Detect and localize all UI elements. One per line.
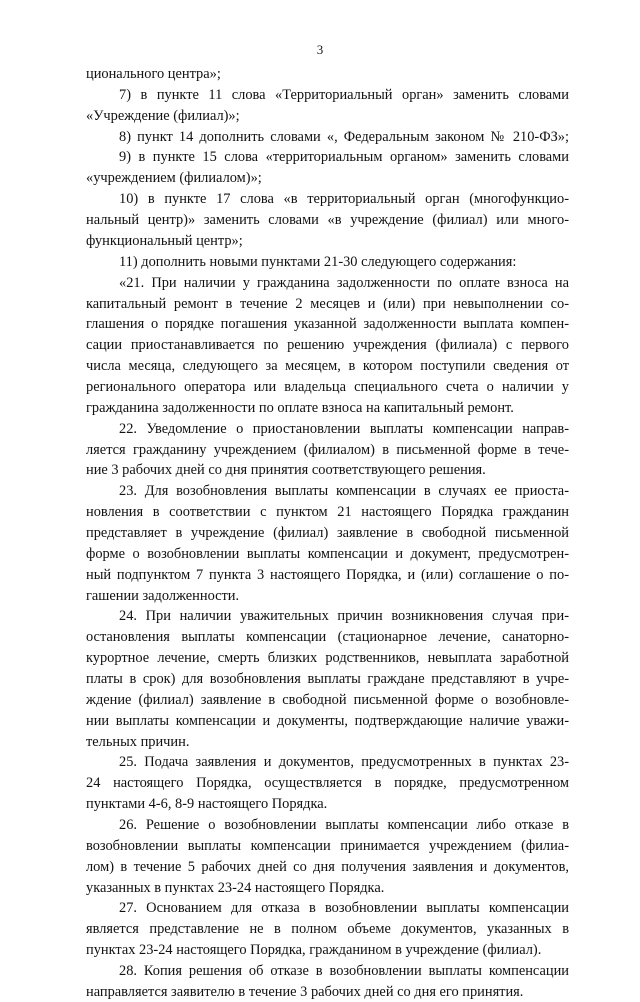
page-number: 3: [316, 42, 324, 57]
text-line: лом) в течение 5 рабочих дней со дня получения заявления и документов,: [86, 858, 569, 875]
text-line: ционального центра»;: [86, 66, 221, 82]
text-line: 24. При наличии уважительных причин возникновения случая при-: [119, 608, 569, 625]
text-line: 10) в пункте 17 слова «в территориальный орган (многофункцио-: [119, 191, 569, 208]
text-line: является представление не в полном объеме документов, указанных в: [86, 921, 569, 938]
text-line: гашении задолженности.: [86, 587, 240, 604]
text-line: пунктами 4-6, 8-9 настоящего Порядка.: [86, 796, 328, 813]
text-line: возобновлении выплаты компенсации принимается учреждением (филиа-: [86, 837, 569, 854]
text-line: 23. Для возобновления выплаты компенсации в случаях ее приоста-: [119, 483, 569, 500]
text-line: «Учреждение (филиал)»;: [86, 107, 240, 124]
text-line: нальный центр)» заменить словами «в учреждение (филиал) или много-: [86, 212, 569, 228]
text-line: 28. Копия решения об отказе в возобновлении выплаты компенсации: [119, 963, 569, 979]
text-line: остановления выплаты компенсации (стационарное лечение, санаторно-: [86, 629, 569, 646]
text-line: 9) в пункте 15 слова «территориальным органом» заменить словами: [119, 149, 569, 166]
text-line: тельных причин.: [86, 733, 190, 750]
text-line: пунктах 23-24 настоящего Порядка, гражданином в учреждение (филиал).: [86, 942, 542, 959]
text-line: ждение (филиал) заявление в свободной письменной форме о возобновле-: [86, 691, 569, 708]
text-line: ние 3 рабочих дней со дня принятия соответствующего решения.: [86, 462, 486, 479]
text-line: 25. Подача заявления и документов, предусмотренных в пунктах 23-: [119, 754, 569, 771]
text-line: 22. Уведомление о приостановлении выплаты компенсации направ-: [119, 420, 569, 437]
text-line: 11) дополнить новыми пунктами 21-30 следующего содержания:: [119, 253, 517, 270]
text-line: 7) в пункте 11 слова «Территориальный орган» заменить словами: [119, 86, 569, 103]
text-line: «21. При наличии у гражданина задолженности по оплате взноса на: [119, 274, 569, 291]
text-line: функциональный центр»;: [86, 232, 243, 249]
text-line: указанных в пунктах 23-24 настоящего Порядка.: [86, 879, 385, 896]
text-line: 8) пункт 14 дополнить словами «, Федеральным законом № 210-ФЗ»;: [119, 128, 569, 145]
text-line: гражданина задолженности по оплате взноса на капитальный ремонт.: [86, 399, 514, 416]
text-line: числа месяца, следующего за месяцем, в котором поступили сведения от: [86, 358, 569, 374]
text-line: капитальный ремонт в течение 2 месяцев и (или) при невыполнении со-: [86, 295, 569, 312]
text-line: сации приостанавливается по решению учреждения (филиала) с первого: [86, 337, 569, 354]
text-line: 24 настоящего Порядка, осуществляется в порядке, предусмотренном: [86, 775, 569, 792]
text-line: ляется гражданину учреждением (филиалом) в письменной форме в тече-: [86, 441, 569, 458]
text-line: курортное лечение, смерть близких родственников, невыплата заработной: [86, 650, 569, 667]
text-line: новления в соответствии с пунктом 21 настоящего Порядка гражданин: [86, 504, 569, 521]
text-line: 26. Решение о возобновлении выплаты компенсации либо отказе в: [119, 817, 569, 833]
text-line: нии выплаты компенсации и документы, подтверждающие наличие уважи-: [86, 712, 569, 729]
text-line: ный подпунктом 7 пункта 3 настоящего Порядка, и (или) соглашение о по-: [86, 566, 569, 583]
text-line: «учреждением (филиалом)»;: [86, 170, 262, 187]
text-line: регионального оператора или владельца специального счета о наличии у: [86, 378, 569, 395]
text-line: глашения о порядке погашения указанной задолженности выплата компен-: [86, 316, 569, 333]
text-line: платы в срок) для возобновления выплаты граждане представляют в учре-: [86, 670, 569, 687]
text-line: форме о возобновлении выплаты компенсации и документ, предусмотрен-: [86, 545, 569, 562]
text-line: 27. Основанием для отказа в возобновлении выплаты компенсации: [119, 900, 569, 917]
text-line: представляет в учреждение (филиал) заявление в свободной письменной: [86, 524, 569, 541]
text-line: направляется заявителю в течение 3 рабочих дней со дня его принятия.: [86, 983, 524, 1000]
